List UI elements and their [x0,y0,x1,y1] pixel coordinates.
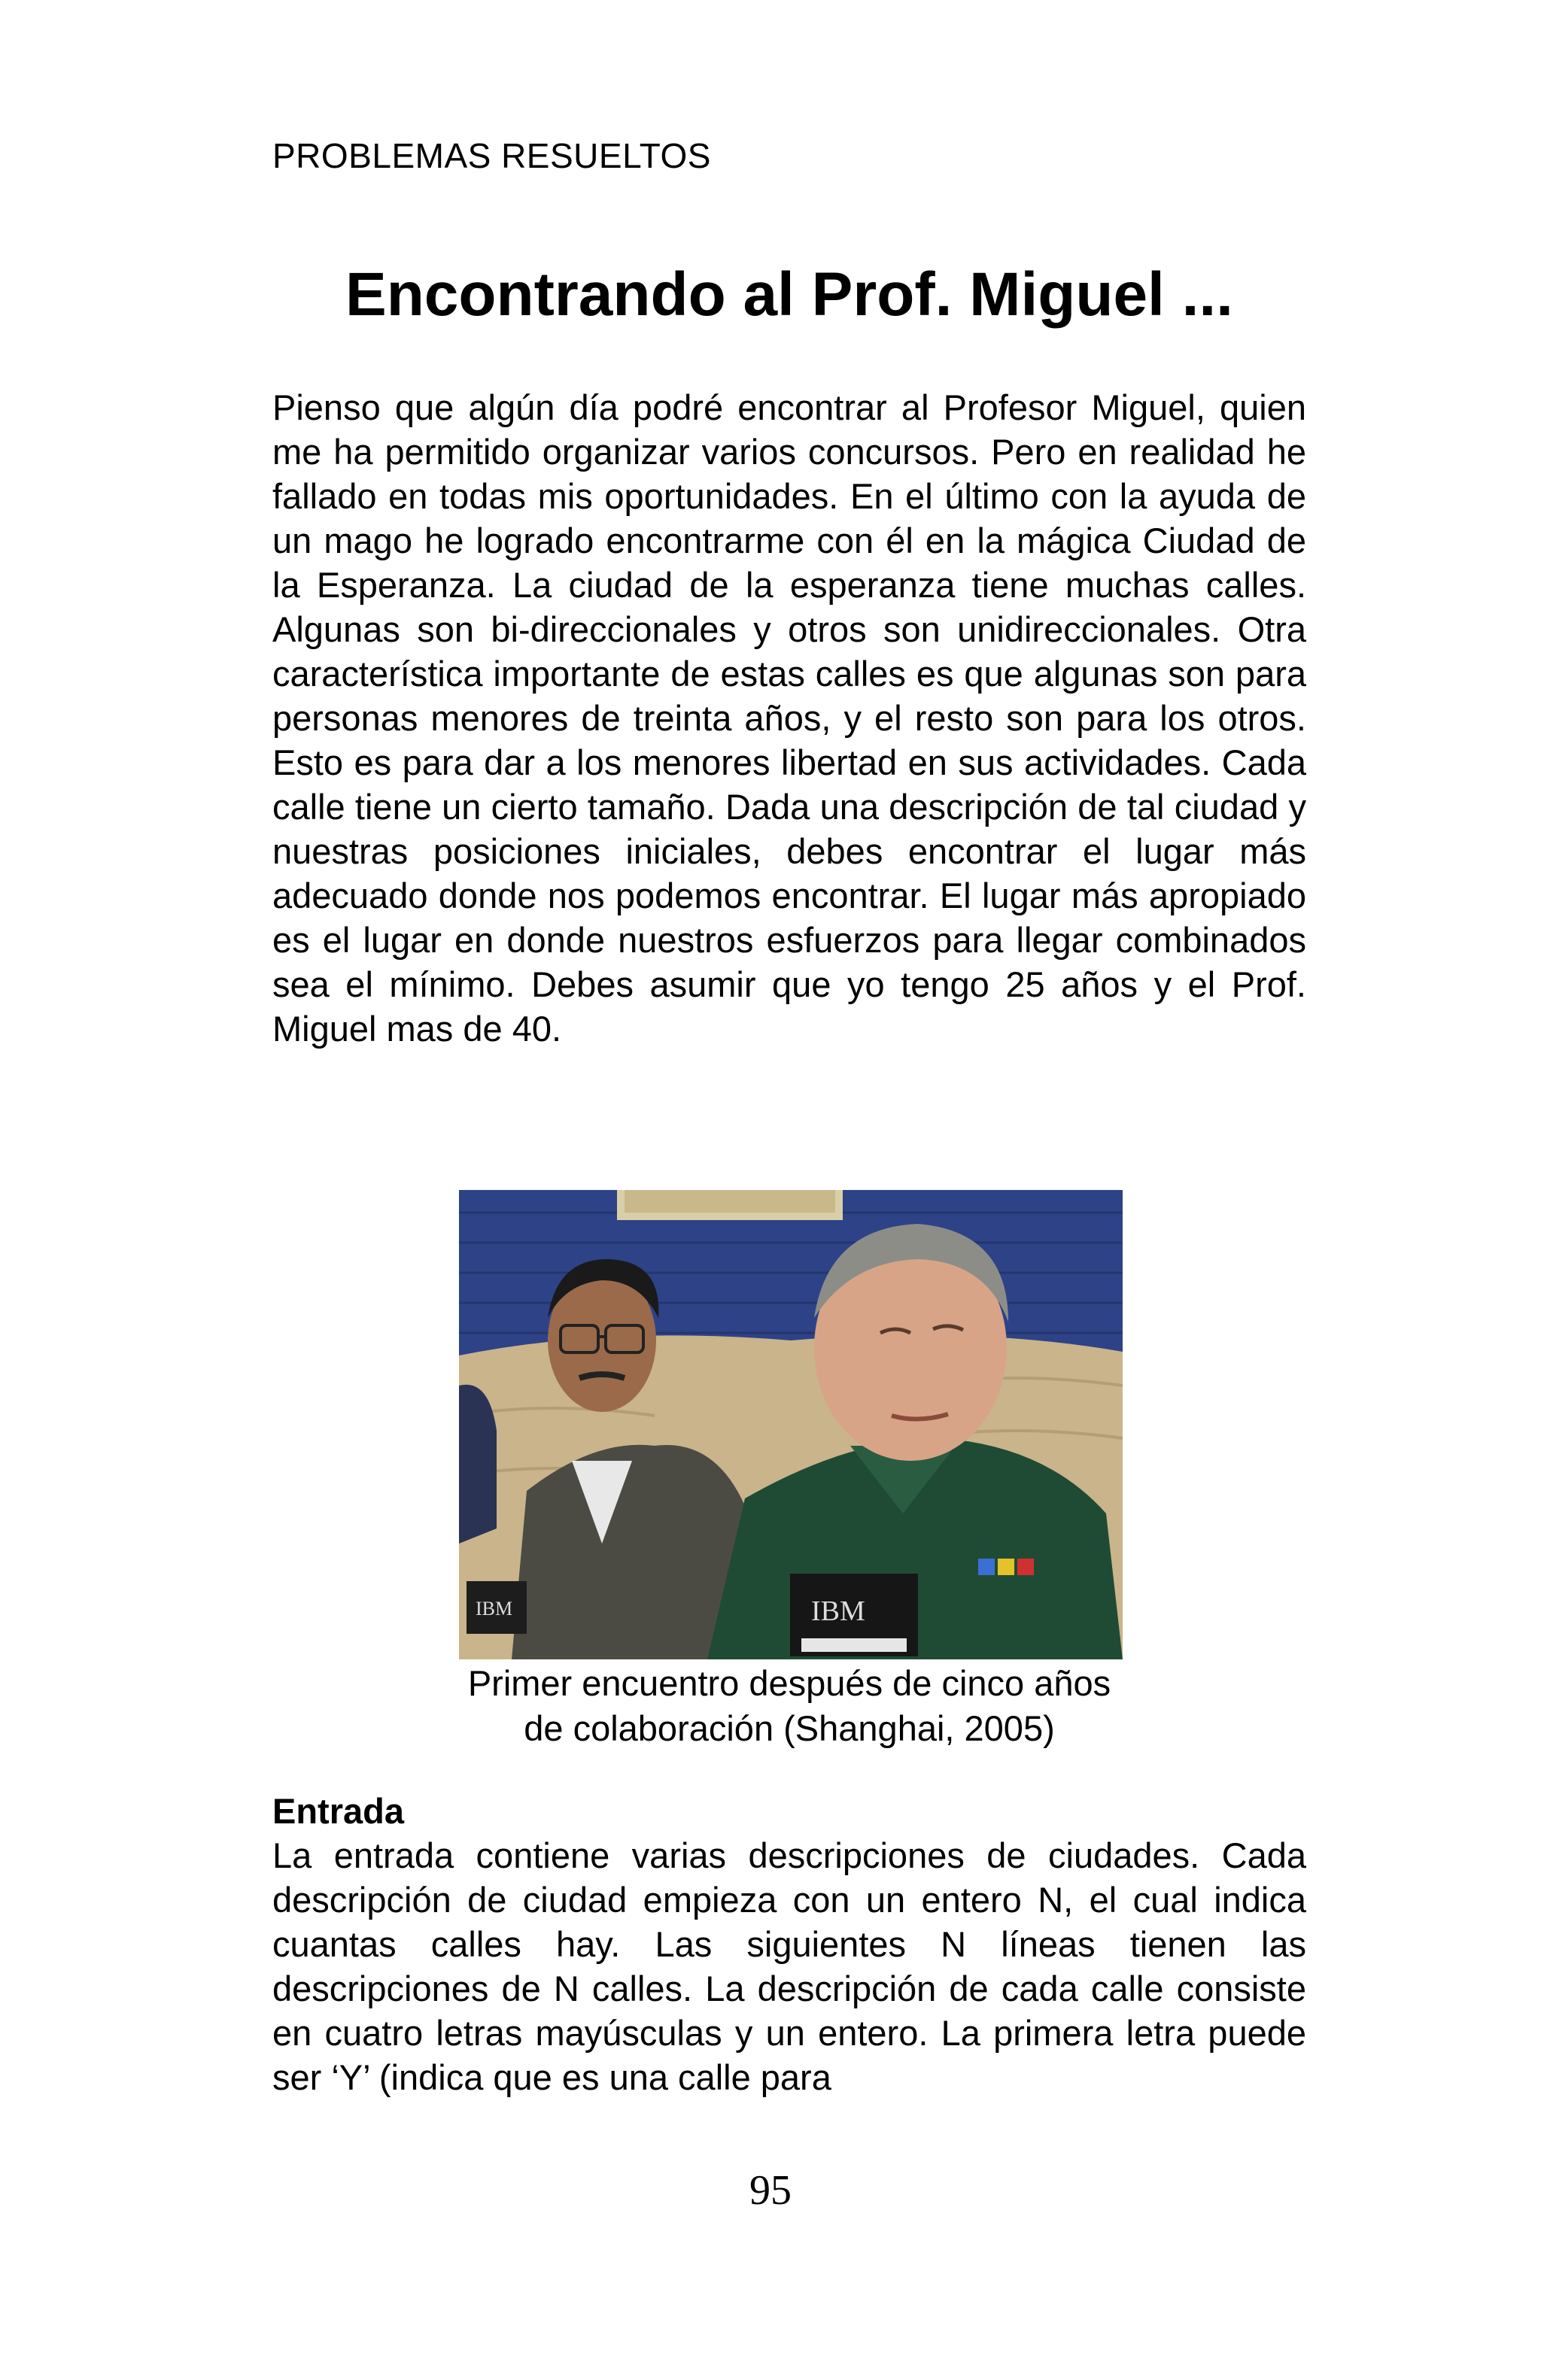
running-header: PROBLEMAS RESUELTOS [272,136,711,175]
page-number: 95 [749,2167,792,2214]
badge-text-right: IBM [811,1595,865,1627]
article-title: Encontrando al Prof. Miguel ... [345,260,1233,329]
photo [459,1190,1123,1659]
caption-line-2: de colaboración (Shanghai, 2005) [524,1708,1055,1748]
shirt-logo-icon [978,1559,1034,1575]
badge-text-left: IBM [476,1598,513,1620]
photo-illustration [459,1190,1123,1659]
section-heading-entrada: Entrada [272,1791,404,1831]
caption-line-1: Primer encuentro después de cinco años [467,1663,1111,1703]
intro-paragraph: Pienso que algún día podré encontrar al Profesor Miguel, quien me ha permitido organizar varios concursos. Pero en realidad he fallado en todas mis oportunidades. En el último con la ayuda de un mago he logrado encontrarme con él en la mágica Ciudad de la Esperanza. La ciudad de la esperanza tiene muchas calles. Algunas son bi-direccionales y otros son unidireccionales. Otra característica importante de estas calles es que algunas son para personas menores de treinta años, y el resto son para los otros. Esto es para dar a los menores libertad en sus actividades. Cada calle tiene un cierto tamaño. Dada una descripción de tal ciudad y nuestras posiciones iniciales, debes encontrar el lugar más adecuado donde nos podemos encontrar. El lugar más apropiado es el lugar en donde nuestros esfuerzos para llegar combinados sea el mínimo. Debes asumir que yo tengo 25 años y el Prof. Miguel mas de 40. [272,387,1306,1049]
photo-caption [272,1661,1306,1751]
entrada-paragraph: La entrada contiene varias descripciones de ciudades. Cada descripción de ciudad empieza con un entero N, el cual indica cuantas calles hay. Las siguientes N líneas tienen las descripciones de N calles. La descripción de cada calle consiste en cuatro letras mayúsculas y un entero. La primera letra puede ser ‘Y’ (indica que es una calle para [272,1835,1306,2097]
